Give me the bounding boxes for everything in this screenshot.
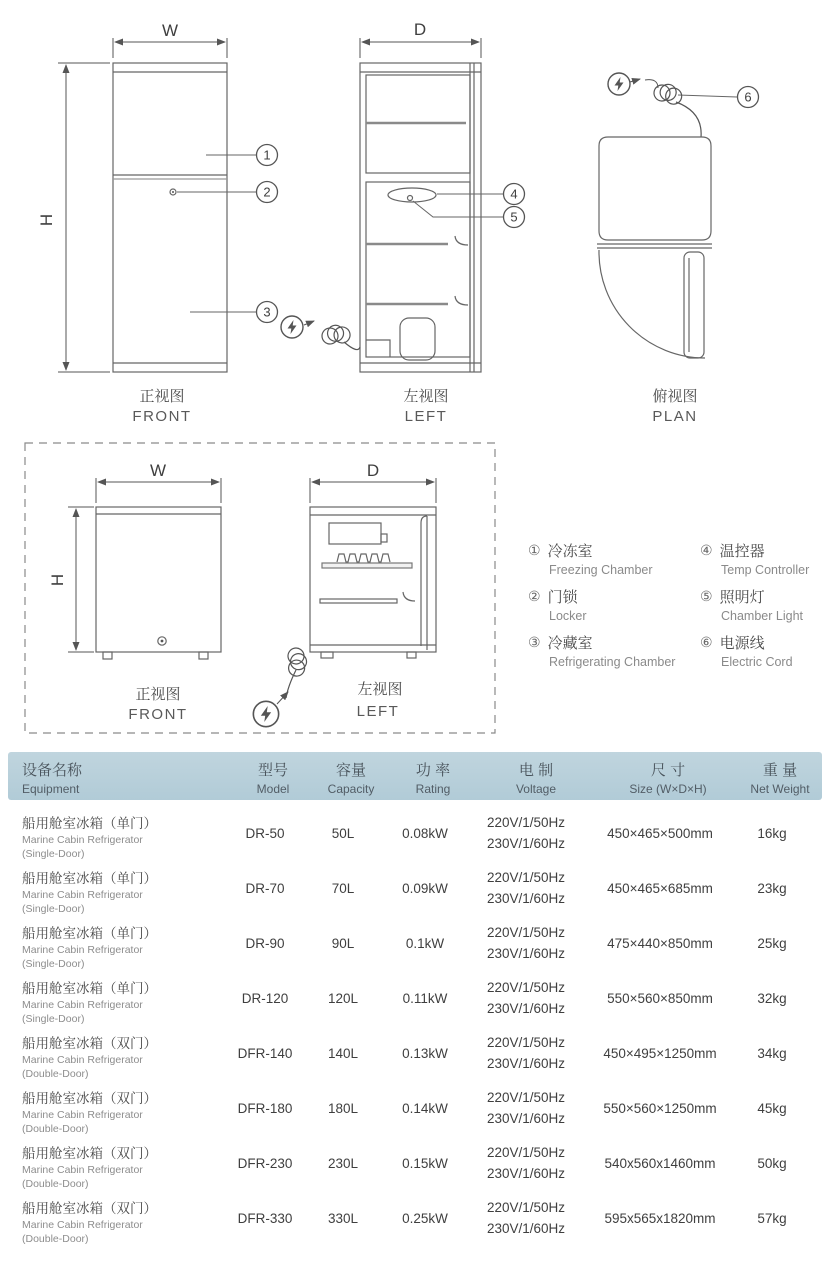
legend-label-en: Refrigerating Chamber [549, 655, 676, 669]
dimension-depth [360, 38, 481, 58]
power-plug-icon [253, 701, 278, 726]
dim-d-label: D [413, 20, 427, 39]
header-rating: 功 率 Rating [415, 762, 451, 796]
svg-text:5: 5 [510, 209, 518, 225]
cord-coil-icon [320, 323, 351, 347]
callout-2 [257, 182, 278, 203]
legend-label-en: Freezing Chamber [549, 563, 653, 577]
weight-cell: 23kg [757, 881, 787, 896]
header-capacity: 容量 Capacity [327, 762, 375, 796]
legend-label-cn: 温控器 [719, 543, 765, 560]
plan-title-cn: 俯视图 [652, 388, 698, 405]
front-inset-title-cn: 正视图 [135, 686, 181, 703]
cord-coil-icon [653, 82, 683, 105]
model-cell: DR-120 [241, 991, 289, 1006]
header-size: 尺 寸 Size (W×D×H) [629, 762, 707, 796]
capacity-cell: 330L [327, 1211, 359, 1226]
power-plug-icon [608, 73, 630, 95]
ice-cube-tray [337, 554, 390, 562]
circled-number-icon: ③ [528, 634, 541, 650]
dim-h-label: H [48, 573, 67, 587]
equipment-cell: 船用舱室冰箱（双门） Marine Cabin Refrigerator (Double-Door) [22, 1036, 157, 1080]
rating-cell: 0.25kW [402, 1211, 448, 1226]
dim-h-label: H [37, 213, 56, 227]
size-cell: 450×495×1250mm [603, 1046, 717, 1061]
plan-title-en: PLAN [652, 408, 698, 425]
callout-3 [257, 302, 278, 323]
left-inset-title-cn: 左视图 [357, 681, 403, 698]
cord-coil-icon [285, 646, 309, 677]
dimension-height [58, 63, 110, 372]
voltage-cell: 220V/1/50Hz 230V/1/60Hz [487, 980, 566, 1016]
legend-item-freezing-chamber [528, 540, 700, 577]
door-lock [158, 637, 166, 645]
voltage-cell: 220V/1/50Hz 230V/1/60Hz [487, 870, 566, 906]
callout-4 [504, 184, 525, 205]
circled-number-icon: ⑤ [700, 588, 713, 604]
table-row [0, 1026, 830, 1081]
weight-cell: 45kg [757, 1101, 787, 1116]
equipment-cell: 船用舱室冰箱（单门） Marine Cabin Refrigerator (Single-Door) [22, 816, 157, 860]
equipment-cell: 船用舱室冰箱（单门） Marine Cabin Refrigerator (Single-Door) [22, 926, 157, 970]
legend-label-en: Electric Cord [721, 655, 793, 669]
model-cell: DFR-230 [237, 1156, 293, 1171]
model-cell: DR-70 [245, 881, 285, 896]
model-cell: DR-50 [245, 826, 285, 841]
table-row [0, 806, 830, 861]
dimension-width [96, 478, 221, 503]
left-top-title-cn: 左视图 [403, 388, 449, 405]
model-cell: DFR-140 [237, 1046, 293, 1061]
weight-cell: 32kg [757, 991, 787, 1006]
legend-item-electric-cord [700, 632, 828, 669]
voltage-cell: 220V/1/50Hz 230V/1/60Hz [487, 1200, 566, 1236]
table-row [0, 916, 830, 971]
front-inset-title-en: FRONT [128, 706, 188, 723]
legend-column-1 [528, 540, 700, 678]
voltage-cell: 220V/1/50Hz 230V/1/60Hz [487, 1035, 566, 1071]
capacity-cell: 70L [331, 881, 355, 896]
open-door-panel [684, 252, 704, 358]
voltage-cell: 220V/1/50Hz 230V/1/60Hz [487, 1145, 566, 1181]
legend-label-cn: 冷冻室 [547, 543, 593, 560]
legend-label-en: Locker [549, 609, 587, 623]
weight-cell: 57kg [757, 1211, 787, 1226]
legend-label-en: Temp Controller [721, 563, 810, 577]
voltage-cell: 220V/1/50Hz 230V/1/60Hz [487, 925, 566, 961]
circled-number-icon: ④ [700, 542, 713, 558]
header-equipment: 设备名称 Equipment [22, 762, 83, 796]
legend-label-cn: 冷藏室 [547, 635, 593, 652]
callout-1 [257, 145, 278, 166]
capacity-cell: 230L [327, 1156, 359, 1171]
table-body [0, 806, 830, 1246]
rating-cell: 0.09kW [402, 881, 448, 896]
dim-d-label: D [366, 461, 380, 480]
size-cell: 450×465×685mm [607, 881, 713, 896]
door-lock [170, 189, 176, 195]
parts-legend [528, 540, 828, 678]
size-cell: 475×440×850mm [607, 936, 713, 951]
capacity-cell: 140L [327, 1046, 359, 1061]
legend-label-en: Chamber Light [721, 609, 803, 623]
capacity-cell: 50L [331, 826, 355, 841]
left-inset-title-en: LEFT [356, 703, 400, 720]
temp-controller-knob [408, 196, 413, 201]
front-top-title-cn: 正视图 [139, 388, 185, 405]
shelf [320, 599, 397, 603]
table-row [0, 1081, 830, 1136]
voltage-cell: 220V/1/50Hz 230V/1/60Hz [487, 815, 566, 851]
header-weight: 重 量 Net Weight [750, 762, 810, 796]
rating-cell: 0.1kW [405, 936, 445, 951]
left-view-single-door [277, 461, 436, 704]
callout-6 [738, 87, 759, 108]
header-model: 型号 Model [256, 762, 290, 796]
left-top-title-en: LEFT [404, 408, 448, 425]
front-top-title-en: FRONT [132, 408, 192, 425]
rating-cell: 0.13kW [402, 1046, 448, 1061]
voltage-cell: 220V/1/50Hz 230V/1/60Hz [487, 1090, 566, 1126]
freezer-evaporator [329, 523, 381, 544]
table-row [0, 1191, 830, 1246]
left-view-double-door [304, 20, 503, 372]
equipment-cell: 船用舱室冰箱（双门） Marine Cabin Refrigerator (Double-Door) [22, 1091, 157, 1135]
model-cell: DFR-330 [237, 1211, 293, 1226]
weight-cell: 16kg [757, 826, 787, 841]
weight-cell: 34kg [757, 1046, 787, 1061]
capacity-cell: 90L [331, 936, 355, 951]
circled-number-icon: ① [528, 542, 541, 558]
svg-text:4: 4 [510, 186, 518, 202]
svg-text:2: 2 [263, 184, 271, 200]
size-cell: 540x560x1460mm [604, 1156, 716, 1171]
svg-text:1: 1 [263, 147, 271, 163]
legend-column-2 [700, 540, 828, 678]
header-voltage: 电 制 Voltage [515, 762, 557, 796]
capacity-cell: 180L [327, 1101, 359, 1116]
model-cell: DFR-180 [237, 1101, 293, 1116]
circled-number-icon: ⑥ [700, 634, 713, 650]
legend-label-cn: 门锁 [547, 589, 578, 606]
table-row [0, 1136, 830, 1191]
compressor [400, 318, 435, 360]
equipment-cell: 船用舱室冰箱（单门） Marine Cabin Refrigerator (Single-Door) [22, 981, 157, 1025]
equipment-cell: 船用舱室冰箱（单门） Marine Cabin Refrigerator (Single-Door) [22, 871, 157, 915]
circled-number-icon: ② [528, 588, 541, 604]
legend-item-chamber-light [700, 586, 828, 623]
capacity-cell: 120L [327, 991, 359, 1006]
shelf [322, 563, 412, 568]
svg-text:3: 3 [263, 304, 271, 320]
weight-cell: 25kg [757, 936, 787, 951]
legend-label-cn: 电源线 [719, 635, 765, 652]
weight-cell: 50kg [757, 1156, 787, 1171]
model-cell: DR-90 [245, 936, 285, 951]
size-cell: 550×560×1250mm [603, 1101, 717, 1116]
rating-cell: 0.11kW [402, 991, 448, 1006]
rating-cell: 0.08kW [402, 826, 448, 841]
legend-item-refrigerating-chamber [528, 632, 700, 669]
dimension-depth [310, 478, 436, 503]
table-row [0, 971, 830, 1026]
rating-cell: 0.14kW [402, 1101, 448, 1116]
legend-label-cn: 照明灯 [719, 589, 765, 606]
table-row [0, 861, 830, 916]
rating-cell: 0.15kW [402, 1156, 448, 1171]
equipment-cell: 船用舱室冰箱（双门） Marine Cabin Refrigerator (Double-Door) [22, 1146, 157, 1190]
front-view-double-door [37, 21, 256, 372]
size-cell: 550×560×850mm [607, 991, 713, 1006]
table-header [8, 752, 822, 800]
plan-view [597, 79, 737, 358]
equipment-cell: 船用舱室冰箱（双门） Marine Cabin Refrigerator (Double-Door) [22, 1201, 157, 1245]
power-plug-icon [281, 316, 303, 338]
dim-w-label: W [161, 21, 179, 40]
size-cell: 450×465×500mm [607, 826, 713, 841]
size-cell: 595x565x1820mm [604, 1211, 716, 1226]
front-view-single-door [48, 461, 221, 659]
svg-text:6: 6 [744, 89, 752, 105]
legend-item-locker [528, 586, 700, 623]
dimension-width [113, 38, 227, 58]
callout-5 [504, 207, 525, 228]
dimension-height [68, 507, 94, 652]
legend-item-temp-controller [700, 540, 828, 577]
dim-w-label: W [149, 461, 167, 480]
